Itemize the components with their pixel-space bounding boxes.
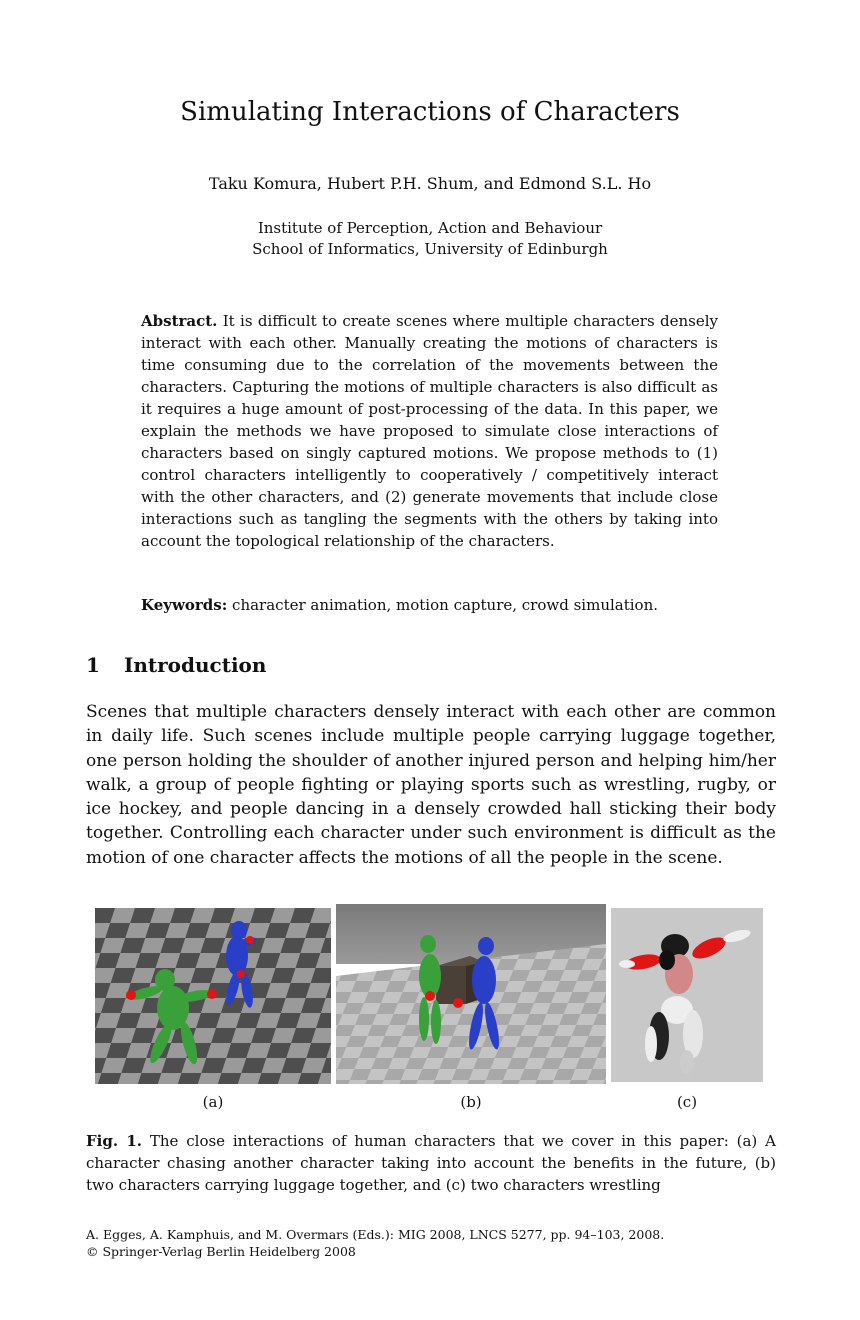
figure-1a-image (95, 908, 331, 1084)
section-number: 1 (86, 653, 100, 677)
author-list: Taku Komura, Hubert P.H. Shum, and Edmond S.L. Ho (208, 174, 652, 193)
keywords (141, 594, 718, 616)
page-footer (86, 1226, 664, 1260)
abstract-text: It is difficult to create scenes where multiple characters densely interact with each other. Manually creating the motions of characters is time consuming due to the correlation of the movements between the characters. Capturing the motions of multiple characters is also difficult as it requires a huge amount of post-processing of the data. In this paper, we explain the methods we have proposed to simulate close interactions of characters based on singly captured motions. We propose methods to (1) control characters intelligently to cooperatively / competitively interact with the other characters, and (2) generate movements that include close interactions such as tangling the segments with the others by taking into account the topological relationship of the characters. (141, 312, 718, 550)
caption-label: Fig. 1. (86, 1132, 143, 1150)
footer-copyright: © Springer-Verlag Berlin Heidelberg 2008 (86, 1244, 356, 1259)
affiliation-line-2: School of Informatics, University of Edinburgh (252, 240, 608, 258)
subfigure-label-b: (b) (460, 1093, 482, 1111)
keywords-label: Keywords: (141, 596, 228, 614)
paper-title: Simulating Interactions of Characters (180, 97, 680, 127)
intro-paragraph: Scenes that multiple characters densely interact with each other are common in daily life. Such scenes include multiple people carrying luggage together, one person holding the shoulder of another injured person and helping him/her walk, a group of people fighting or playing sports such as wrestling, rugby, or ice hockey, and people dancing in a densely crowded hall sticking their body together. Controlling each character under such environment is difficult as the motion of one character affects the motions of all the people in the scene. (86, 702, 776, 868)
footer-citation: A. Egges, A. Kamphuis, and M. Overmars (Eds.): MIG 2008, LNCS 5277, pp. 94–103, 2008. (86, 1227, 665, 1242)
affiliation-line-1: Institute of Perception, Action and Behaviour (257, 219, 603, 237)
figure-1c-image (611, 908, 763, 1082)
subfigure-label-c: (c) (676, 1093, 698, 1111)
abstract (141, 310, 718, 552)
figure-1b-image (336, 904, 606, 1084)
abstract-label: Abstract. (141, 312, 218, 330)
caption-text: The close interactions of human characters that we cover in this paper: (a) A character chasing another character taking into account the benefits in the future, (b) two characters carrying luggage together, and (c) two characters wrestling (86, 1132, 776, 1194)
section-title: Introduction (124, 653, 267, 677)
subfigure-label-a: (a) (202, 1093, 224, 1111)
keywords-text: character animation, motion capture, crowd simulation. (232, 596, 659, 614)
section-heading (86, 652, 266, 678)
figure-caption (86, 1130, 776, 1196)
